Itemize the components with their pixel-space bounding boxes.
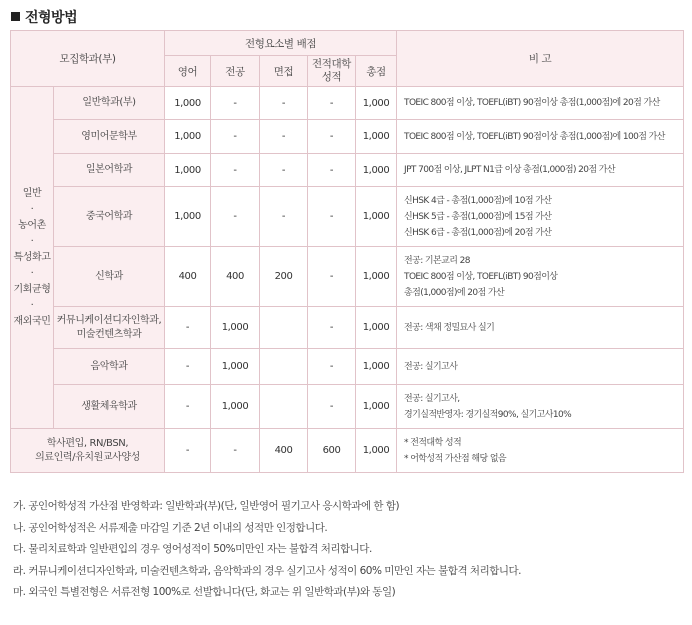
score-cell: 1,000 [356,87,397,120]
header-dept: 모집학과(부) [11,31,165,87]
score-cell: - [308,349,356,385]
header-score-group: 전형요소별 배점 [165,31,397,56]
score-cell: 1,000 [356,349,397,385]
dept-name: 일반학과(부) [54,87,165,120]
score-cell: - [308,385,356,429]
table-row [11,349,684,385]
dept-name: 일본어학과 [54,154,165,187]
score-cell: - [308,307,356,349]
remark-cell: 전공: 실기고사 [397,349,684,385]
score-cell: 1,000 [211,385,260,429]
table-row [11,385,684,429]
category-main: 일반 · 농어촌 · 특성화고 · 기회균형 · 재외국민 [11,87,54,429]
header-remark: 비 고 [397,31,684,87]
score-cell: 1,000 [211,307,260,349]
score-cell: 1,000 [165,187,211,247]
dept-name: 중국어학과 [54,187,165,247]
score-cell: - [211,429,260,473]
score-cell: - [260,187,308,247]
remark-cell: TOEIC 800점 이상, TOEFL(iBT) 90점이상 총점(1,000점)에 100점 가산 [397,120,684,154]
score-cell: 200 [260,247,308,307]
table-row-special [11,429,684,473]
table-row [11,154,684,187]
score-cell: 400 [260,429,308,473]
notes-list [13,496,521,604]
dept-name: 영미어문학부 [54,120,165,154]
score-cell: 1,000 [165,87,211,120]
header-col-transcript: 전적대학 성적 [308,56,356,87]
score-cell: - [308,120,356,154]
score-cell: - [308,154,356,187]
dept-name-special: 학사편입, RN/BSN, 의료인력/유치원교사양성 [11,429,165,473]
note-item: 다. 물리치료학과 일반편입의 경우 영어성적이 50%미만인 자는 불합격 처리합니다. [13,543,372,555]
score-cell: 400 [211,247,260,307]
remark-cell: * 전적대학 성적 * 어학성적 가산점 해당 없음 [397,429,684,473]
score-cell: - [308,247,356,307]
score-cell: 1,000 [165,154,211,187]
score-cell [260,385,308,429]
table-row [11,247,684,307]
header-col-interview: 면접 [260,56,308,87]
dept-name: 생활체육학과 [54,385,165,429]
table-row [11,187,684,247]
score-cell: - [165,349,211,385]
score-cell: - [211,154,260,187]
remark-cell: JPT 700점 이상, JLPT N1급 이상 총점(1,000점) 20점 가산 [397,154,684,187]
score-cell: - [260,154,308,187]
score-cell: - [308,187,356,247]
header-col-major: 전공 [211,56,260,87]
score-cell: - [211,120,260,154]
remark-cell: 신HSK 4급 - 총점(1,000점)에 10점 가산 신HSK 5급 - 총점(1,000점)에 15점 가산 신HSK 6급 - 총점(1,000점)에 20점 가산 [397,187,684,247]
score-cell: - [165,307,211,349]
note-item: 가. 공인어학성적 가산점 반영학과: 일반학과(부)(단, 일반영어 필기고사 응시학과에 한 함) [13,500,400,512]
score-cell [260,307,308,349]
table-body [11,87,684,473]
remark-cell: 전공: 기본교리 28 TOEIC 800점 이상, TOEFL(iBT) 90점이상 총점(1,000점)에 20점 가산 [397,247,684,307]
remark-cell: TOEIC 800점 이상, TOEFL(iBT) 90점이상 총점(1,000점)에 20점 가산 [397,87,684,120]
table-row [11,87,684,120]
table-row [11,307,684,349]
score-cell: 400 [165,247,211,307]
score-cell: 600 [308,429,356,473]
score-cell: 1,000 [356,187,397,247]
score-cell: - [211,87,260,120]
header-col-total: 총점 [356,56,397,87]
score-cell: - [165,385,211,429]
score-cell: 1,000 [211,349,260,385]
section-title [11,7,77,27]
score-cell: - [308,87,356,120]
score-cell: 1,000 [356,385,397,429]
score-cell: - [260,87,308,120]
note-item: 나. 공인어학성적은 서류제출 마감일 기준 2년 이내의 성적만 인정합니다. [13,521,328,534]
note-item: 마. 외국인 특별전형은 서류전형 100%로 선발합니다(단, 화교는 위 일반학과(부)와 동일) [13,586,396,598]
table-row [11,120,684,154]
note-item: 라. 커뮤니케이션디자인학과, 미술컨텐츠학과, 음악학과의 경우 실기고사 성적이 60% 미만인 자는 불합격 처리합니다. [13,564,521,577]
score-table [10,30,684,473]
score-cell: 1,000 [356,307,397,349]
score-cell: 1,000 [356,247,397,307]
remark-cell: 전공: 실기고사, 경기실적반영자: 경기실적90%, 실기고사10% [397,385,684,429]
header-col-english: 영어 [165,56,211,87]
score-cell: - [165,429,211,473]
score-cell: - [260,120,308,154]
section-title-text: 전형방법 [25,10,78,26]
score-cell: 1,000 [356,154,397,187]
score-cell [260,349,308,385]
dept-name: 신학과 [54,247,165,307]
score-cell: - [211,187,260,247]
dept-name: 음악학과 [54,349,165,385]
dept-name: 커뮤니케이션디자인학과, 미술컨텐츠학과 [54,307,165,349]
remark-cell: 전공: 색채 정밀묘사 실기 [397,307,684,349]
score-cell: 1,000 [356,120,397,154]
score-cell: 1,000 [165,120,211,154]
score-cell: 1,000 [356,429,397,473]
square-bullet-icon [11,12,20,21]
